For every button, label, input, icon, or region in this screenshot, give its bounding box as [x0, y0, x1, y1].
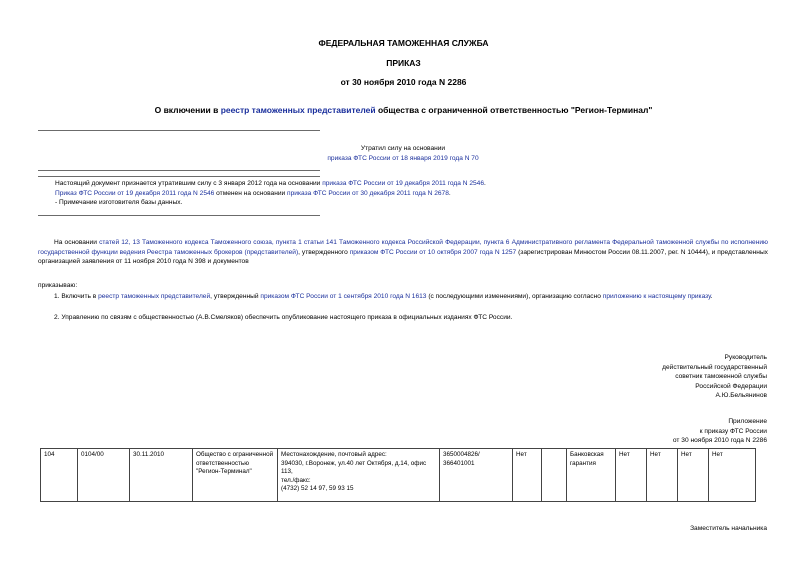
lost-force-note: [318, 144, 488, 163]
signature-line: Руководитель: [724, 354, 767, 361]
note-link-2546-b[interactable]: Приказ ФТС России от 19 декабря 2011 года N 2546: [55, 189, 215, 197]
note-text: отменен на основании: [214, 189, 288, 197]
address-line: (4732) 52 14 97, 59 93 15: [281, 485, 354, 493]
item1-order-link[interactable]: приказом ФТС России от 1 сентября 2010 года N 1613: [260, 293, 427, 300]
basis-text: На основании: [54, 239, 100, 246]
order-item-1: [54, 292, 769, 302]
cell-flag: Нет: [709, 449, 756, 502]
registry-table: [40, 448, 756, 502]
cell-number: 104: [41, 449, 78, 502]
appendix-line: Приложение: [728, 418, 767, 425]
divider-mid-left: [38, 170, 320, 171]
cell-date: 30.11.2010: [130, 449, 193, 502]
doc-type-heading: ПРИКАЗ: [386, 58, 421, 68]
item1-text: .: [710, 293, 713, 300]
appendix-line: к приказу ФТС России: [699, 427, 767, 435]
note-line-3: - Примечание изготовителя базы данных.: [55, 199, 183, 206]
lost-force-line: Утратил силу на основании: [360, 145, 446, 152]
cell-reg-number: 0104/00: [78, 449, 130, 502]
signature-block: [547, 353, 767, 401]
note-line-1: [55, 179, 775, 189]
appendix-line: от 30 ноября 2010 года N 2286: [672, 437, 767, 444]
order-word: приказываю:: [38, 282, 78, 289]
item1-registry-link[interactable]: реестр таможенных представителей: [98, 293, 211, 300]
cell-inn-kpp: 3650004826/ 366401001: [440, 449, 513, 502]
item1-appendix-link[interactable]: приложению к настоящему приказу: [602, 293, 711, 300]
cell-empty: [542, 449, 567, 502]
lost-force-link[interactable]: приказа ФТС России от 18 января 2019 года N 70: [327, 154, 479, 162]
database-note: [55, 179, 775, 208]
address-line: Местонахождение, почтовый адрес:: [281, 451, 387, 458]
table-row: [41, 449, 756, 502]
cell-address: [278, 449, 440, 502]
cell-flag: Нет: [647, 449, 678, 502]
item1-text: , утвержденный: [210, 293, 261, 300]
note-text: .: [448, 189, 451, 197]
note-text: .: [484, 180, 486, 187]
basis-law-link[interactable]: статей 12, 13 Таможенного кодекса Таможенного союза, пункта 1 статьи 141 Таможенного кодекса Российской Федерации, пункта 6 Административного регламента Федеральной таможенной службы по исполнению государственной функции ведения Реестра таможенных брокеров (представителей): [38, 239, 768, 256]
title-suffix: общества с ограниченной ответственностью "Регион-Терминал": [375, 105, 653, 115]
basis-text: , утвержденного: [298, 248, 350, 256]
title-registry-link[interactable]: реестр таможенных представителей: [220, 105, 376, 115]
item1-text: 1. Включить в: [54, 293, 99, 300]
cell-flag: Нет: [678, 449, 709, 502]
address-line: тел./факс:: [281, 476, 311, 484]
note-line-2: [55, 189, 775, 199]
note-link-2678[interactable]: приказа ФТС России от 30 декабря 2011 года N 2678: [287, 189, 449, 197]
signature-line: действительный государственный: [662, 363, 767, 371]
address-line: 394030, г.Воронеж, ул.40 лет Октября, д.14, офис 113,: [281, 459, 427, 476]
cell-organization: Общество с ограниченной ответственностью "Регион-Терминал": [193, 449, 278, 502]
note-divider-bottom: [38, 215, 320, 216]
doc-date-number: от 30 ноября 2010 года N 2286: [340, 77, 467, 87]
cell-flag: Нет: [616, 449, 647, 502]
divider-top-left: [38, 130, 320, 131]
note-link-2546[interactable]: приказа ФТС России от 19 декабря 2011 года N 2546: [322, 180, 485, 187]
signature-line: Российской Федерации: [695, 382, 767, 390]
basis-paragraph: [38, 238, 768, 267]
note-divider-top: [38, 176, 320, 177]
footer-signature: Заместитель начальника: [690, 525, 767, 532]
title-prefix: О включении в: [154, 105, 221, 115]
document-title: [0, 105, 807, 115]
cell-guarantee: Банковская гарантия: [567, 449, 616, 502]
note-text: Настоящий документ признается утратившим силу с 3 января 2012 года на основании: [55, 180, 323, 187]
signature-line: советник таможенной службы: [675, 373, 767, 380]
item1-text: (с последующими изменениями), организацию согласно: [426, 293, 603, 300]
cell-flag: Нет: [513, 449, 542, 502]
appendix-heading: [547, 417, 767, 446]
basis-order-link[interactable]: приказом ФТС России от 10 октября 2007 года N 1257: [349, 248, 517, 256]
order-item-2: 2. Управлению по связям с общественностью (А.В.Смеляков) обеспечить опубликование настоящего приказа в официальных изданиях ФТС России.: [54, 314, 513, 321]
signature-name: А.Ю.Бельянинов: [715, 392, 767, 399]
agency-heading: ФЕДЕРАЛЬНАЯ ТАМОЖЕННАЯ СЛУЖБА: [318, 38, 489, 48]
basis-text: (зарегистрирован Минюстом России 08.11.2007, рег. N 10444), и представленных организацией заявления от 11 ноября 2010 года N 398 и документов: [38, 248, 768, 265]
